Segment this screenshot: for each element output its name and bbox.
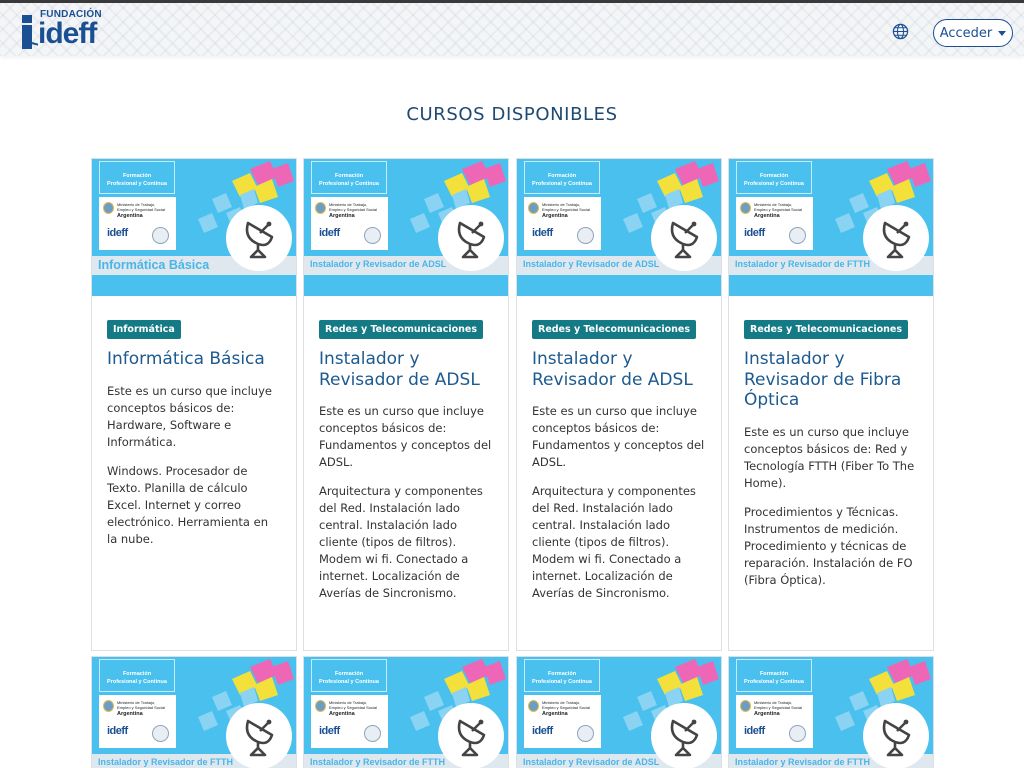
banner-lower-band xyxy=(517,275,721,296)
course-card[interactable] xyxy=(91,656,297,768)
course-card-body xyxy=(304,296,508,602)
formacion-label xyxy=(736,161,812,194)
argentina-seal-icon xyxy=(528,700,539,712)
ministerio-text: Ministerio de Trabajo, Empleo y Seguridad Social xyxy=(329,202,378,212)
course-banner-image xyxy=(517,657,721,768)
government-logos xyxy=(99,695,176,748)
banner-course-name: Instalador y Revisador de ADSL xyxy=(523,259,660,269)
course-banner-image xyxy=(729,657,933,768)
course-card[interactable] xyxy=(728,656,934,768)
page-title: CURSOS DISPONIBLES xyxy=(406,104,618,125)
logo-i-mark xyxy=(18,13,38,51)
course-icon-circle xyxy=(226,205,292,271)
course-icon-circle xyxy=(651,205,717,271)
argentina-seal-icon xyxy=(315,202,326,214)
formacion-label xyxy=(311,659,387,692)
banner-lower-band xyxy=(729,275,933,296)
institution-seal-icon xyxy=(364,227,381,244)
course-details: Arquitectura y componentes del Red. Instalación lado central. Instalación lado cliente (tipos de filtros). Modem wi fi. Conectado a internet. Localización de Averías de Sincronismo. xyxy=(319,484,483,600)
satellite-dish-icon xyxy=(242,715,276,757)
mini-ideff-logo: ideff xyxy=(319,227,340,239)
course-description: Este es un curso que incluye conceptos básicos de: Hardware, Software e Informática. xyxy=(107,383,272,449)
course-title[interactable]: Instalador y Revisador de ADSL xyxy=(532,349,693,390)
formacion-text: Formación Profesional y Continua xyxy=(107,173,167,187)
course-banner-image xyxy=(92,657,296,768)
banner-course-name: Instalador y Revisador de ADSL xyxy=(523,757,660,767)
ministerio-text: Ministerio de Trabajo, Empleo y Seguridad Social xyxy=(117,700,166,710)
course-category-badge[interactable]: Informática xyxy=(107,320,181,339)
ideff-logo[interactable] xyxy=(16,7,102,53)
course-card-body xyxy=(729,296,933,589)
institution-seal-icon xyxy=(789,227,806,244)
banner-course-name: Instalador y Revisador de FTTH xyxy=(735,259,871,269)
logo-fundacion-text: FUNDACIÓN xyxy=(40,9,102,20)
mini-ideff-logo: ideff xyxy=(107,725,128,737)
course-details: Windows. Procesador de Texto. Planilla de cálculo Excel. Internet y correo electrónico. Herramienta en la nube. xyxy=(107,463,268,546)
mini-ideff-logo: ideff xyxy=(744,227,765,239)
course-banner-image xyxy=(92,159,296,296)
globe-icon[interactable] xyxy=(892,23,909,40)
formacion-label xyxy=(99,161,175,194)
institution-seal-icon xyxy=(364,725,381,742)
institution-seal-icon xyxy=(152,725,169,742)
site-header xyxy=(0,3,1024,56)
satellite-dish-icon xyxy=(667,715,701,757)
government-logos xyxy=(736,197,813,250)
formacion-label xyxy=(524,161,600,194)
institution-seal-icon xyxy=(577,725,594,742)
argentina-seal-icon xyxy=(315,700,326,712)
course-details: Arquitectura y componentes del Red. Instalación lado central. Instalación lado cliente (tipos de filtros). Modem wi fi. Conectado a internet. Localización de Averías de Sincronismo. xyxy=(532,484,696,600)
course-description: Este es un curso que incluye conceptos básicos de: Red y Tecnología FTTH (Fiber To The Home). xyxy=(744,424,915,490)
course-card[interactable] xyxy=(303,158,509,651)
ministerio-text: Ministerio de Trabajo, Empleo y Seguridad Social xyxy=(329,700,378,710)
course-details: Procedimientos y Técnicas. Instrumentos de medición. Procedimiento y técnicas de reparación. Instalación de FO (Fibra Óptica). xyxy=(744,504,913,587)
course-description: Este es un curso que incluye conceptos básicos de: Fundamentos y conceptos del ADSL. xyxy=(319,404,492,469)
banner-course-name: Instalador y Revisador de FTTH xyxy=(98,757,234,767)
institution-seal-icon xyxy=(577,227,594,244)
government-logos xyxy=(311,695,388,748)
logo-wordmark: ideff xyxy=(38,17,97,50)
formacion-text: Formación Profesional y Continua xyxy=(319,173,379,187)
banner-lower-band xyxy=(92,275,296,296)
course-title[interactable]: Instalador y Revisador de Fibra Óptica xyxy=(744,349,902,410)
ministerio-text: Ministerio de Trabajo, Empleo y Seguridad Social xyxy=(542,202,591,212)
banner-course-name: Instalador y Revisador de FTTH xyxy=(310,757,446,767)
government-logos xyxy=(99,197,176,250)
formacion-text: Formación Profesional y Continua xyxy=(744,671,804,685)
course-banner-image xyxy=(304,657,508,768)
argentina-seal-icon xyxy=(740,700,751,712)
course-card[interactable] xyxy=(303,656,509,768)
course-banner-image xyxy=(729,159,933,296)
course-category-badge[interactable]: Redes y Telecomunicaciones xyxy=(744,320,908,339)
argentina-seal-icon xyxy=(740,202,751,214)
course-icon-circle xyxy=(651,703,717,768)
ministerio-text: Ministerio de Trabajo, Empleo y Seguridad Social xyxy=(754,202,803,212)
caret-down-icon xyxy=(998,31,1006,36)
argentina-seal-icon xyxy=(528,202,539,214)
satellite-dish-icon xyxy=(879,217,913,259)
course-title[interactable]: Instalador y Revisador de ADSL xyxy=(319,349,480,390)
ministerio-text: Ministerio de Trabajo, Empleo y Seguridad Social xyxy=(542,700,591,710)
mini-ideff-logo: ideff xyxy=(107,227,128,239)
formacion-label xyxy=(736,659,812,692)
course-icon-circle xyxy=(438,703,504,768)
course-card-body xyxy=(92,296,296,548)
course-title[interactable]: Informática Básica xyxy=(107,349,265,369)
banner-course-name: Instalador y Revisador de FTTH xyxy=(735,757,871,767)
satellite-dish-icon xyxy=(454,715,488,757)
mini-ideff-logo: ideff xyxy=(319,725,340,737)
banner-course-name: Instalador y Revisador de ADSL xyxy=(310,259,447,269)
mini-ideff-logo: ideff xyxy=(744,725,765,737)
argentina-seal-icon xyxy=(103,700,114,712)
mini-ideff-logo: ideff xyxy=(532,227,553,239)
government-logos xyxy=(524,695,601,748)
government-logos xyxy=(524,197,601,250)
formacion-text: Formación Profesional y Continua xyxy=(532,671,592,685)
course-card[interactable] xyxy=(516,158,722,651)
institution-seal-icon xyxy=(789,725,806,742)
mini-ideff-logo: ideff xyxy=(532,725,553,737)
argentina-seal-icon xyxy=(103,202,114,214)
formacion-label xyxy=(524,659,600,692)
argentina-text: Argentina xyxy=(754,213,780,219)
banner-course-name: Informática Básica xyxy=(98,258,210,272)
formacion-label xyxy=(99,659,175,692)
argentina-text: Argentina xyxy=(329,213,355,219)
government-logos xyxy=(311,197,388,250)
course-icon-circle xyxy=(438,205,504,271)
banner-lower-band xyxy=(304,275,508,296)
course-card[interactable] xyxy=(516,656,722,768)
satellite-dish-icon xyxy=(242,217,276,259)
argentina-text: Argentina xyxy=(542,213,568,219)
argentina-text: Argentina xyxy=(117,711,143,717)
ministerio-text: Ministerio de Trabajo, Empleo y Seguridad Social xyxy=(754,700,803,710)
formacion-label xyxy=(311,161,387,194)
course-description: Este es un curso que incluye conceptos básicos de: Fundamentos y conceptos del ADSL. xyxy=(532,404,705,469)
login-dropdown-button[interactable] xyxy=(933,19,1013,47)
course-icon-circle xyxy=(226,703,292,768)
course-category-badge[interactable]: Redes y Telecomunicaciones xyxy=(532,320,696,339)
login-label: Acceder xyxy=(939,25,993,41)
course-icon-circle xyxy=(863,703,929,768)
ministerio-text: Ministerio de Trabajo, Empleo y Seguridad Social xyxy=(117,202,166,212)
course-banner-image xyxy=(304,159,508,296)
satellite-dish-icon xyxy=(667,217,701,259)
argentina-text: Argentina xyxy=(117,213,143,219)
government-logos xyxy=(736,695,813,748)
institution-seal-icon xyxy=(152,227,169,244)
course-card[interactable] xyxy=(728,158,934,651)
satellite-dish-icon xyxy=(454,217,488,259)
formacion-text: Formación Profesional y Continua xyxy=(532,173,592,187)
argentina-text: Argentina xyxy=(329,711,355,717)
course-banner-image xyxy=(517,159,721,296)
argentina-text: Argentina xyxy=(754,711,780,717)
course-card[interactable] xyxy=(91,158,297,651)
course-category-badge[interactable]: Redes y Telecomunicaciones xyxy=(319,320,483,339)
formacion-text: Formación Profesional y Continua xyxy=(744,173,804,187)
formacion-text: Formación Profesional y Continua xyxy=(107,671,167,685)
satellite-dish-icon xyxy=(879,715,913,757)
course-icon-circle xyxy=(863,205,929,271)
course-card-body xyxy=(517,296,721,602)
argentina-text: Argentina xyxy=(542,711,568,717)
formacion-text: Formación Profesional y Continua xyxy=(319,671,379,685)
